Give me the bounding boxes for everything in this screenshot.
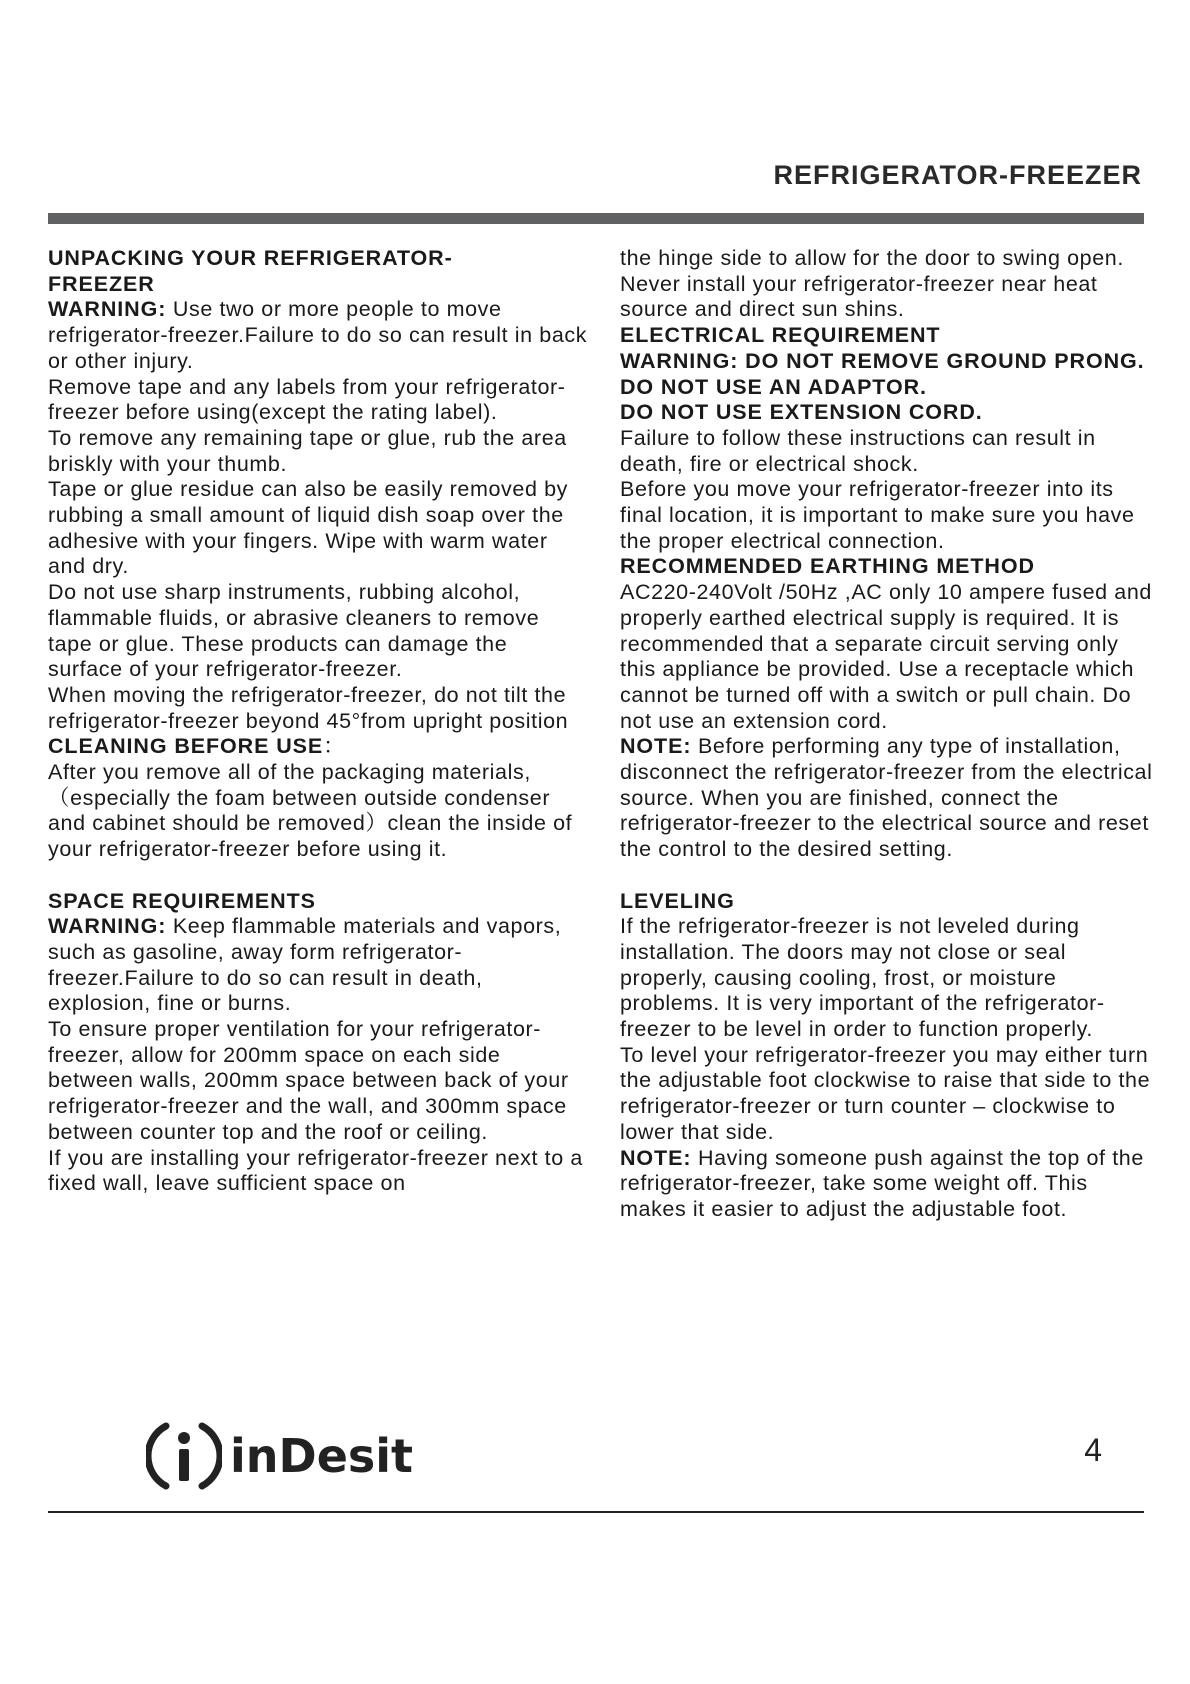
paragraph-text: If you are installing your refrigerator-freezer next to a fixed wall, leave sufficient space on [48,1145,583,1196]
paragraph-text: When moving the refrigerator-freezer, do not tilt the refrigerator-freezer beyond 45°from upright position [48,682,569,733]
section-heading [620,400,1155,426]
body-paragraph [48,760,588,863]
section-heading [48,246,588,297]
body-paragraph [620,580,1155,734]
paragraph-gap [48,863,588,889]
body-paragraph [620,477,1155,554]
body-paragraph [48,914,588,1017]
indesit-logo-icon [146,1418,222,1494]
body-paragraph [48,734,588,760]
heading-text: DO NOT USE EXTENSION CORD. [620,400,983,425]
section-heading [620,349,1155,375]
page-number: 4 [1084,1432,1102,1468]
inline-label: NOTE: [620,1145,692,1170]
heading-text: DO NOT USE AN ADAPTOR. [620,374,927,399]
paragraph-text: To remove any remaining tape or glue, rub the area briskly with your thumb. [48,425,567,476]
body-paragraph [620,1043,1155,1146]
body-paragraph [48,1017,588,1146]
paragraph-gap [620,863,1155,889]
heading-text: ELECTRICAL REQUIREMENT [620,323,941,348]
left-text-column [48,246,588,1197]
body-paragraph [620,1146,1155,1223]
section-heading [620,375,1155,401]
body-paragraph [48,683,588,734]
paragraph-text: Before performing any type of installation, disconnect the refrigerator-freezer from the electrical source. When you are finished, connect the refrigerator-freezer to the electrical source and reset the control to the desired setting. [620,734,1153,862]
paragraph-text: Never install your refrigerator-freezer near heat source and direct sun shins. [620,271,1098,322]
paragraph-text: Remove tape and any labels from your refrigerator-freezer before using(except the rating label). [48,374,566,425]
body-paragraph [620,426,1155,477]
body-paragraph [620,246,1155,272]
body-paragraph [48,297,588,374]
body-paragraph [620,272,1155,323]
footer-divider [48,1511,1144,1513]
inline-label: WARNING: [48,914,167,939]
brand-wordmark: inDesit [230,1429,414,1483]
inline-label: CLEANING BEFORE USE [48,734,324,759]
paragraph-text: the hinge side to allow for the door to swing open. [620,246,1124,270]
body-paragraph [48,477,588,580]
inline-label: WARNING: [48,297,167,322]
section-heading [620,889,1155,915]
paragraph-text: To level your refrigerator-freezer you may either turn the adjustable foot clockwise to raise that side to the refrigerator-freezer or turn counter – clockwise to lower that side. [620,1042,1151,1144]
paragraph-text: If the refrigerator-freezer is not leveled during installation. The doors may not close or seal properly, causing cooling, frost, or moisture problems. It is very important of the refrigerator-freezer to be level in order to function properly. [620,914,1105,1042]
paragraph-text: AC220-240Volt /50Hz ,AC only 10 ampere fused and properly earthed electrical supply is required. It is recommended that a separate circuit serving only this appliance be provided. Use a receptacle which cannot be turned off with a switch or pull chain. Do not use an extension cord. [620,580,1152,733]
right-text-column [620,246,1155,1223]
header-divider [48,213,1144,224]
body-paragraph [48,375,588,426]
paragraph-text: Tape or glue residue can also be easily removed by rubbing a small amount of liquid dish soap over the adhesive with your fingers. Wipe with warm water and dry. [48,477,569,579]
heading-text: RECOMMENDED EARTHING METHOD [620,554,1035,579]
document-title: REFRIGERATOR-FREEZER [773,160,1142,190]
paragraph-text: Failure to follow these instructions can result in death, fire or electrical shock. [620,425,1096,476]
paragraph-text: Do not use sharp instruments, rubbing alcohol, flammable fluids, or abrasive cleaners to remove tape or glue. These products can damage the surface of your refrigerator-freezer. [48,580,540,682]
paragraph-text: After you remove all of the packaging materials, （especially the foam between outside condenser and cabinet should be removed）clean the inside of your refrigerator-freezer before using it. [48,760,573,862]
paragraph-text: Keep flammable materials and vapors, such as gasoline, away form refrigerator-freezer.Failure to do so can result in death, explosion, fine or burns. [48,914,562,1016]
paragraph-text: Before you move your refrigerator-freezer into its final location, it is important to make sure you have the proper electrical connection. [620,477,1135,553]
paragraph-text: Having someone push against the top of the refrigerator-freezer, take some weight off. This makes it easier to adjust the adjustable foot. [620,1145,1144,1221]
heading-text: LEVELING [620,888,735,913]
body-paragraph [620,914,1155,1043]
heading-text: WARNING: DO NOT REMOVE GROUND PRONG. [620,348,1145,373]
inline-label: NOTE: [620,734,692,759]
paragraph-text: ： [323,734,346,759]
section-heading [620,323,1155,349]
body-paragraph [48,580,588,683]
body-paragraph [48,426,588,477]
paragraph-text: To ensure proper ventilation for your refrigerator-freezer, allow for 200mm space on each side between walls, 200mm space between back of your refrigerator-freezer and the wall, and 300mm space between counter top and the roof or ceiling. [48,1017,569,1144]
heading-text: SPACE REQUIREMENTS [48,888,316,913]
heading-text: UNPACKING YOUR REFRIGERATOR- FREEZER [48,246,453,296]
section-heading [48,889,588,915]
body-paragraph [620,734,1155,863]
paragraph-text: Use two or more people to move refrigerator-freezer.Failure to do so can result in back or other injury. [48,297,588,373]
brand-logo [146,1416,413,1496]
body-paragraph [48,1146,588,1197]
section-heading [620,554,1155,580]
